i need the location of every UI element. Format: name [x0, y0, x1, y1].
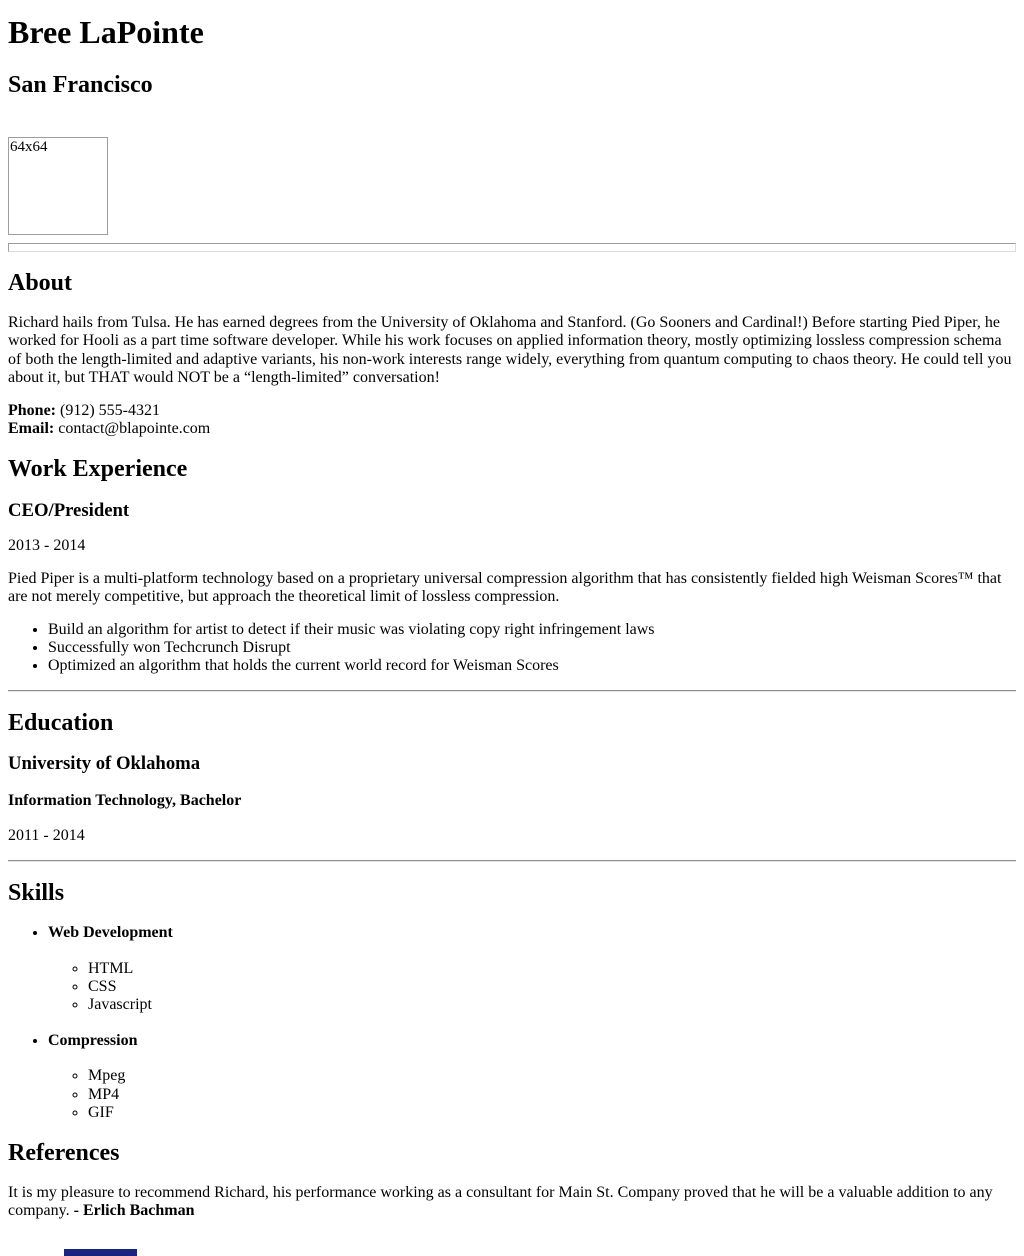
skills-heading: Skills [8, 879, 65, 906]
reference-attribution: - Erlich Bachman [73, 1202, 195, 1220]
degree-name: Information Technology, Bachelor [8, 791, 242, 809]
email-value: contact@blapointe.com [58, 419, 211, 437]
about-bio: Richard hails from Tulsa. He has earned degrees from the University of Oklahoma and Stanford. (Go Sooners and Cardinal!) Before starting Pied Piper, he worked for Hooli as a part time software developer. While his work focuses on applied information theory, mostly optimizing lossless compression schema of both the length-limited and adaptive variants, his non-work interests range widely, everything from quantum computing to chaos theory. He could tell you about it, but THAT would NOT be a “length-limited” conversation! [8, 313, 1012, 387]
work-experience-heading: Work Experience [8, 456, 188, 483]
list-item: ◦ CSS [88, 978, 1016, 996]
location-heading: San Francisco [8, 71, 153, 98]
skill-keywords-list [48, 960, 1016, 1015]
section-divider-education [8, 690, 1016, 692]
page-title: Bree LaPointe [8, 14, 204, 50]
skill-group-name: • Web Development [48, 924, 173, 942]
job-summary: Pied Piper is a multi-platform technology based on a proprietary universal compression algorithm that has consistently fielded high Weisman Scores™ that are not merely competitive, but approach the theoretical limit of lossless compression. [8, 569, 1002, 606]
list-item: • Successfully won Techcrunch Disrupt [48, 639, 1016, 657]
skill-group-name: • Compression [48, 1031, 138, 1049]
list-item: ◦ GIF [88, 1104, 1016, 1122]
education-heading: Education [8, 709, 114, 736]
reference-paragraph [8, 1184, 1016, 1221]
school-name: University of Oklahoma [8, 753, 201, 775]
job-dates: 2013 - 2014 [8, 537, 86, 555]
education-dates: 2011 - 2014 [8, 827, 85, 845]
list-item: • Build an algorithm for artist to detect if their music was violating copy right infringement laws [48, 621, 1016, 639]
phone-value: (912) 555-4321 [60, 401, 160, 419]
section-divider-skills [8, 860, 1016, 862]
skill-keywords-list [48, 1067, 1016, 1122]
skill-group [48, 1032, 1016, 1123]
list-item: ◦ Mpeg [88, 1067, 1016, 1085]
list-item: ◦ Javascript [88, 996, 1016, 1014]
skill-group [48, 924, 1016, 1015]
reference-text: It is my pleasure to recommend Richard, his performance working as a consultant for Main St. Company proved that he will be a valuable addition to any company. [8, 1183, 993, 1220]
list-item: ◦ MP4 [88, 1086, 1016, 1104]
avatar-alt-text: 64x64 [10, 139, 48, 156]
partial-bottom-element [64, 1249, 137, 1256]
phone-label: Phone: [8, 401, 56, 419]
section-divider-top [8, 243, 1016, 252]
job-title: CEO/President [8, 499, 130, 521]
email-label: Email: [8, 419, 55, 437]
list-item: • Optimized an algorithm that holds the current world record for Weisman Scores [48, 657, 1016, 675]
resume-page [8, 14, 1016, 1248]
skills-list [8, 924, 1016, 1122]
contact-block [8, 402, 1016, 439]
job-highlights-list [8, 621, 1016, 676]
list-item: ◦ HTML [88, 960, 1016, 978]
avatar-wrapper [8, 137, 1016, 235]
avatar-broken-image [8, 137, 108, 235]
references-heading: References [8, 1140, 120, 1167]
about-heading: About [8, 270, 73, 297]
